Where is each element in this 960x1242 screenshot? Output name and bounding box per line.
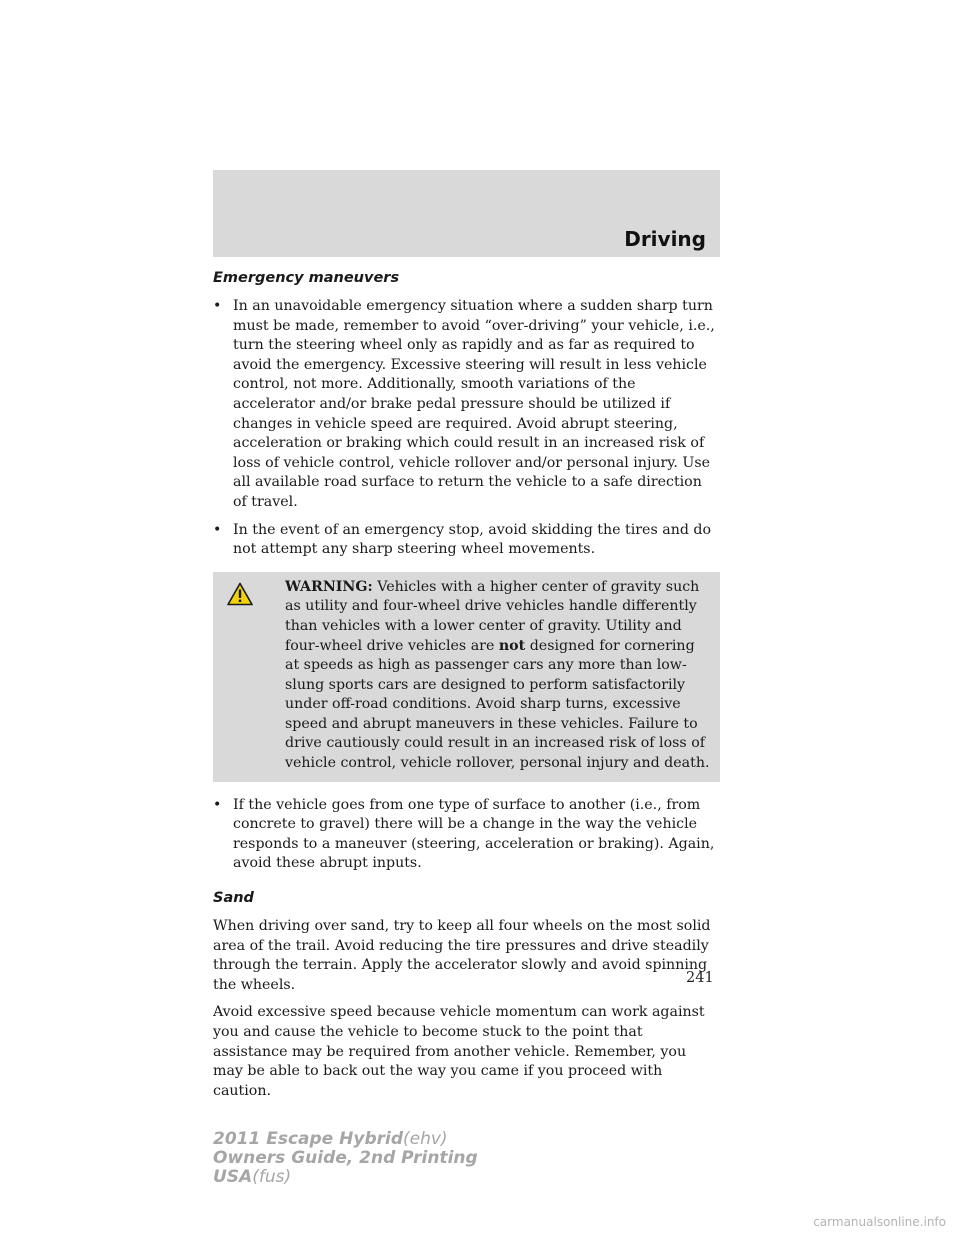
warning-text — [222, 578, 711, 774]
bullet-symbol: • — [213, 521, 222, 538]
warning-text-a: Vehicles with a higher center of gravity such as utility and four-wheel drive vehicles handle differently than vehicles with a lower center of gravity. Utility and four-wheel drive vehicles are — [285, 578, 700, 654]
bullet-symbol: • — [213, 298, 222, 314]
list-item — [213, 297, 720, 513]
page-content — [213, 268, 720, 1109]
list-item — [213, 796, 720, 874]
section-title: Driving — [624, 227, 706, 251]
page-number: 241 — [686, 970, 714, 986]
bullet-text: If the vehicle goes from one type of surface to another (i.e., from concrete to gravel) there will be a change in the way the vehicle responds to a maneuver (steering, acceleration or braking). Again, avoid these abrupt inputs. — [233, 796, 715, 872]
warning-triangle-icon — [227, 582, 253, 606]
warning-box — [213, 572, 720, 782]
warning-emphasis: not — [498, 637, 526, 654]
heading-sand: Sand — [213, 890, 254, 907]
heading-emergency-maneuvers: Emergency maneuvers — [213, 270, 400, 286]
footer-line-1 — [213, 1130, 478, 1149]
paragraph: When driving over sand, try to keep all four wheels on the most solid area of the trail. Avoid reducing the tire pressures and drive steadily through the terrain. Apply the accelerator slowly and avoid spinning the wheels. — [213, 918, 711, 993]
footer-line-2: Owners Guide, 2nd Printing — [213, 1148, 478, 1168]
bullet-symbol: • — [213, 796, 222, 813]
bullet-text: In an unavoidable emergency situation where a sudden sharp turn must be made, remember to avoid “over-driving” your vehicle, i.e., turn the steering wheel only as rapidly and as far as required to avoid the emergency. Excessive steering will result in less vehicle control, not more. Additionally, smooth variations of the accelerator and/or brake pedal pressure should be utilized if changes in vehicle speed are required. Avoid abrupt steering, acceleration or braking which could result in an increased risk of loss of vehicle control, vehicle rollover and/or personal injury. Use all available road surface to return the vehicle to a safe direction of travel. — [233, 298, 715, 510]
footer-region: USA — [213, 1167, 253, 1187]
footer-model: 2011 Escape Hybrid — [213, 1129, 403, 1149]
footer-line-3 — [213, 1168, 478, 1187]
watermark: carmanualsonline.info — [813, 1215, 946, 1229]
footer — [213, 1130, 478, 1187]
paragraph: Avoid excessive speed because vehicle momentum can work against you and cause the vehicle to become stuck to the point that assistance may be required from another vehicle. Remember, you may be able to back out the way you came if you proceed with caution. — [213, 1004, 705, 1099]
header-band — [213, 170, 720, 257]
footer-region-code: (fus) — [252, 1167, 292, 1187]
footer-model-code: (ehv) — [403, 1129, 448, 1149]
warning-label: WARNING: — [285, 578, 373, 595]
bullet-text: In the event of an emergency stop, avoid skidding the tires and do not attempt any sharp steering wheel movements. — [233, 521, 712, 558]
list-item — [213, 521, 720, 560]
warning-text-b: designed for cornering at speeds as high as passenger cars any more than low-slung sports cars are designed to perform satisfactorily under off-road conditions. Avoid sharp turns, excessive speed and abrupt maneuvers in these vehicles. Failure to drive cautiously could result in an increased risk of loss of vehicle control, vehicle rollover, personal injury and death. — [285, 637, 710, 772]
